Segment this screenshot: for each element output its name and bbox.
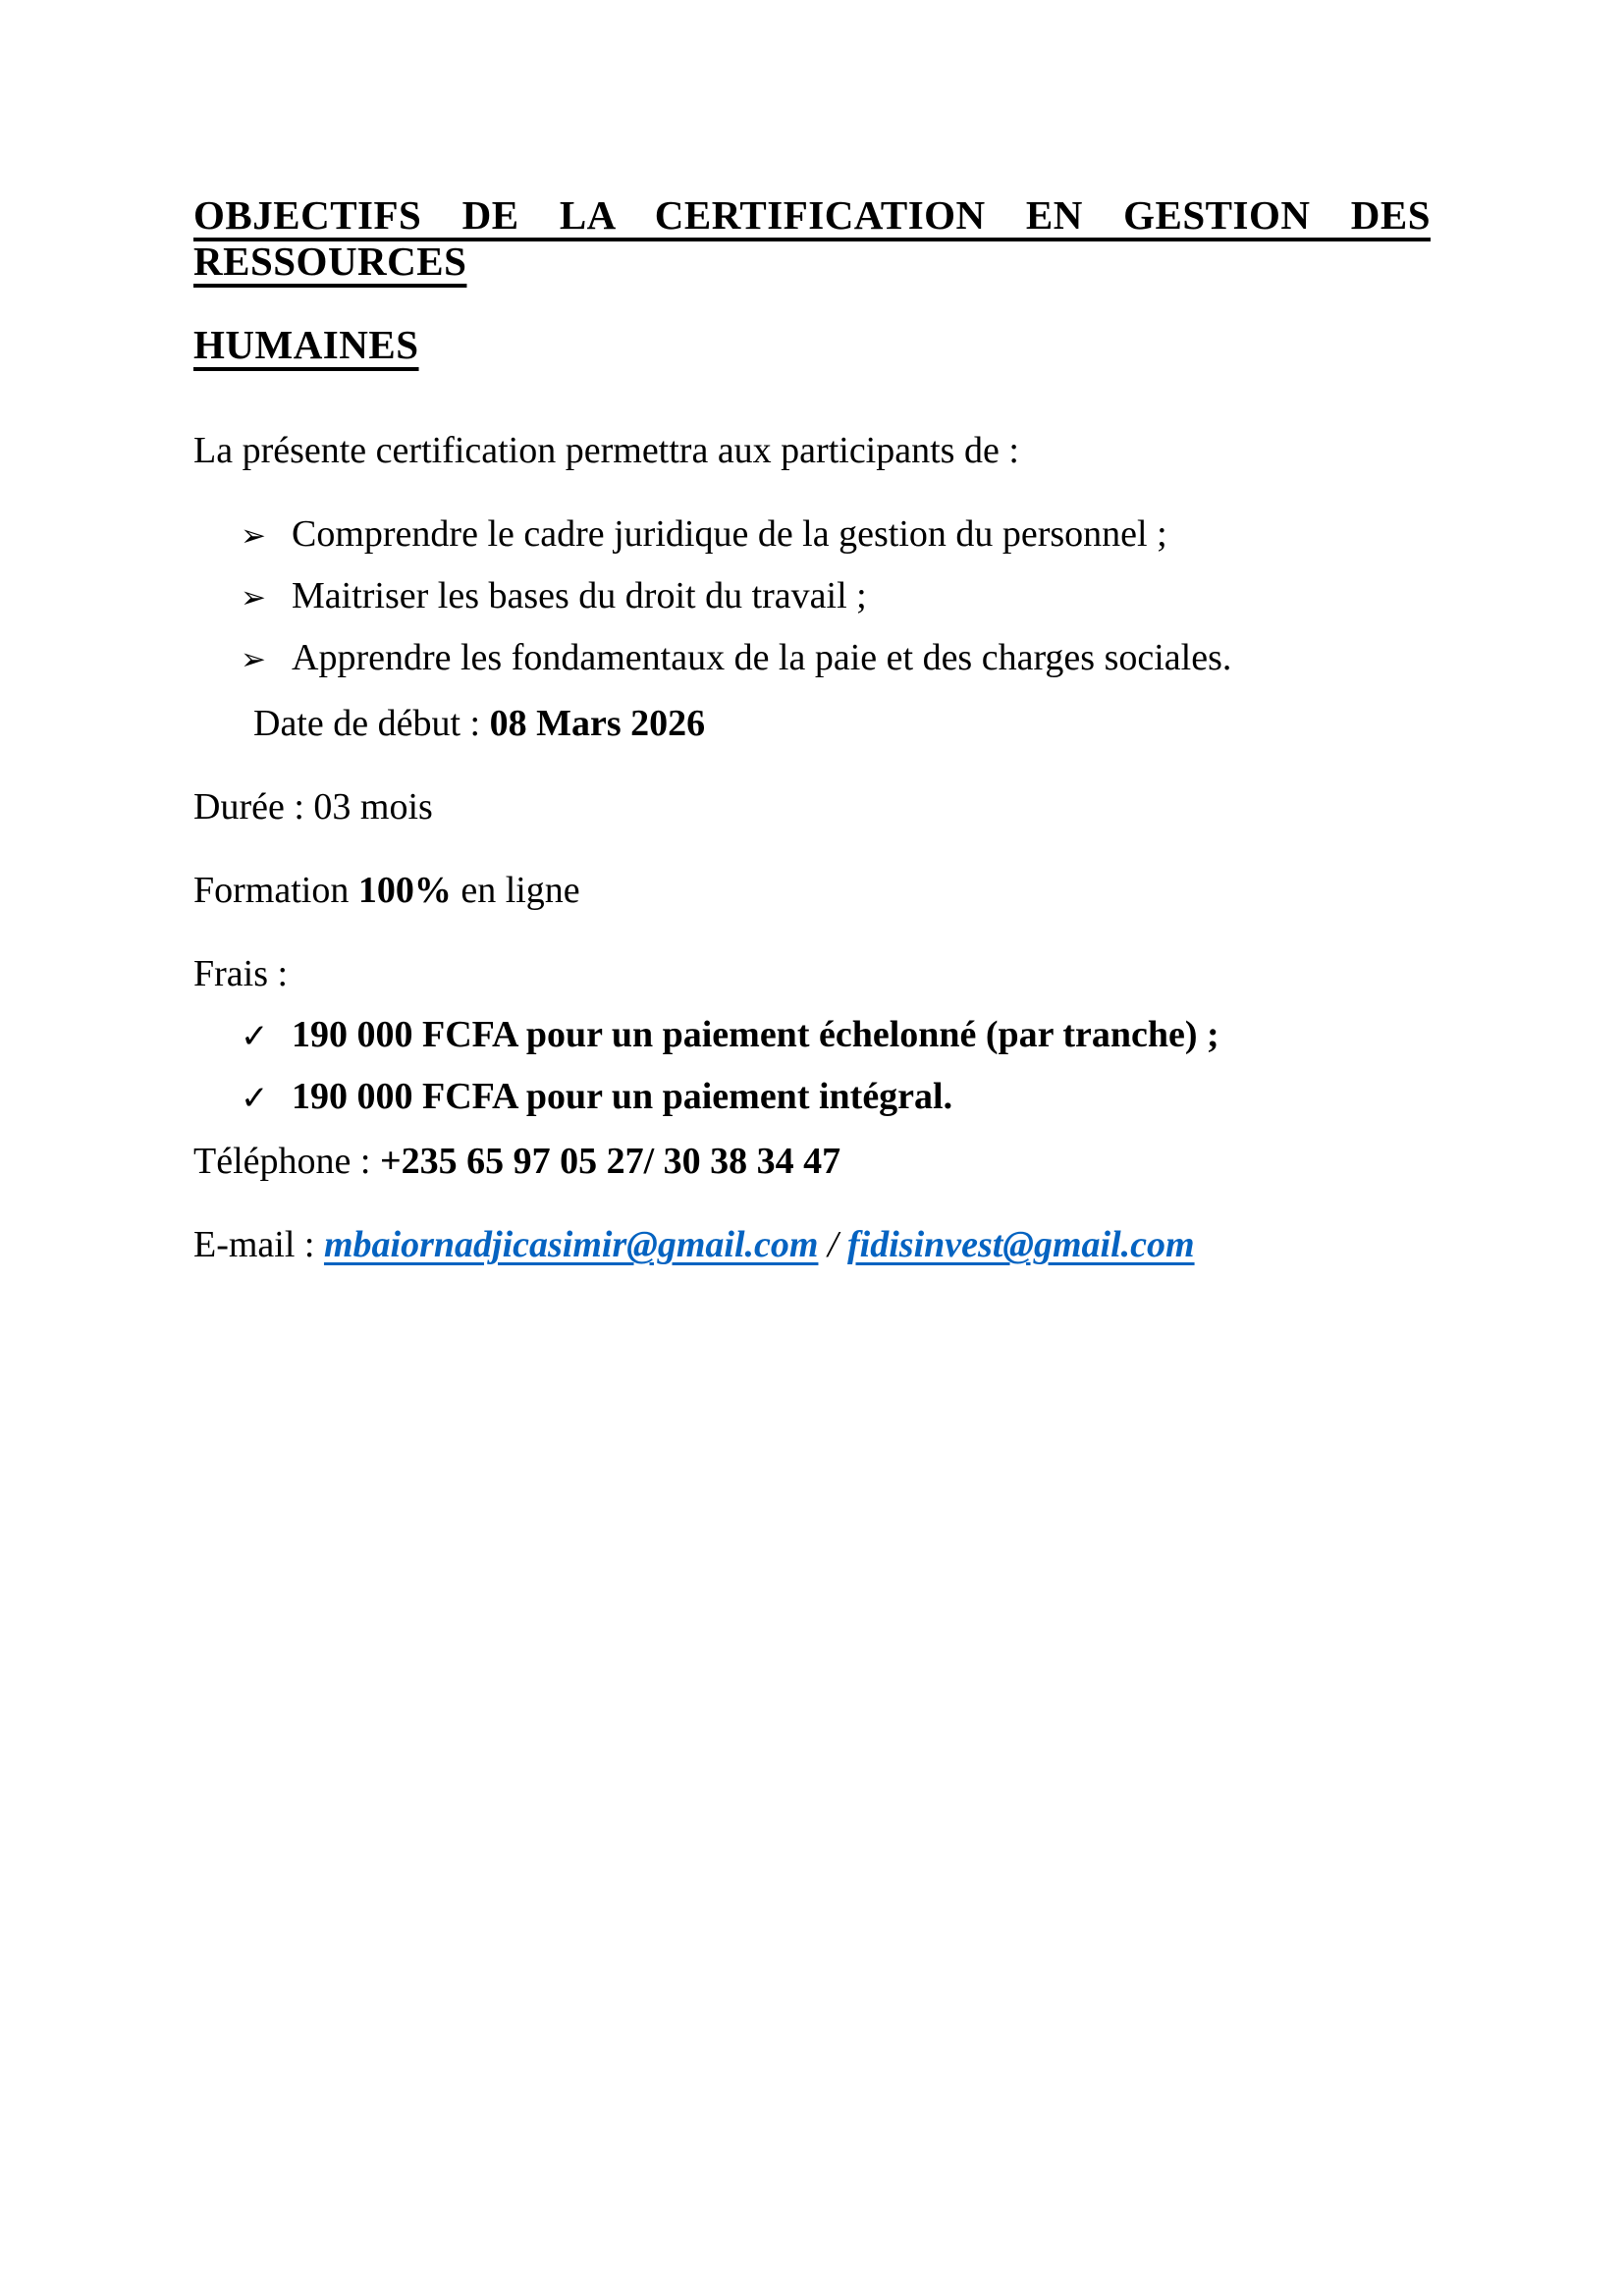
email-link-1[interactable]: mbaiornadjicasimir@gmail.com [323,1224,819,1265]
fees-label: Frais : [193,953,289,994]
document-title [193,192,1431,368]
format-prefix: Formation [193,870,358,911]
fee-item [193,1074,1431,1119]
fees-list [193,1012,1431,1119]
fee-text: 190 000 FCFA pour un paiement échelonné (par tranche) ; [292,1014,1219,1055]
objective-item [193,573,1431,618]
check-bullet-icon: ✓ [241,1017,269,1056]
email-line [193,1222,1431,1267]
arrow-bullet-icon: ➢ [241,642,266,677]
phone-line [193,1139,1431,1184]
start-date-value: 08 Mars 2026 [489,703,706,744]
title-line-2: HUMAINES [193,322,419,367]
objective-item [193,635,1431,680]
title-line-1: OBJECTIFS DE LA CERTIFICATION EN GESTION DES RESSOURCES [193,192,1431,284]
format-percentage: 100% [357,870,452,911]
start-date-label: Date de début : [253,703,490,744]
email-label: E-mail : [193,1224,324,1265]
email-link-2[interactable]: fidisinvest@gmail.com [847,1224,1195,1265]
objective-text: Maitriser les bases du droit du travail ; [292,575,867,616]
fee-text: 190 000 FCFA pour un paiement intégral. [292,1076,953,1117]
objective-text: Apprendre les fondamentaux de la paie et des charges sociales. [292,637,1232,678]
check-bullet-icon: ✓ [241,1079,269,1118]
email-separator: / [818,1224,848,1265]
arrow-bullet-icon: ➢ [241,518,266,554]
fee-item [193,1012,1431,1057]
duration-line: Durée : 03 mois [193,786,433,828]
objective-text: Comprendre le cadre juridique de la gestion du personnel ; [292,513,1167,555]
format-suffix: en ligne [451,870,580,911]
phone-label: Téléphone : [193,1141,380,1182]
arrow-bullet-icon: ➢ [241,580,266,615]
start-date-line [193,701,1431,746]
objectives-list [193,511,1431,680]
phone-value: +235 65 97 05 27/ 30 38 34 47 [379,1141,841,1182]
format-line [193,868,1431,913]
intro-paragraph: La présente certification permettra aux participants de : [193,430,1019,471]
objective-item [193,511,1431,557]
